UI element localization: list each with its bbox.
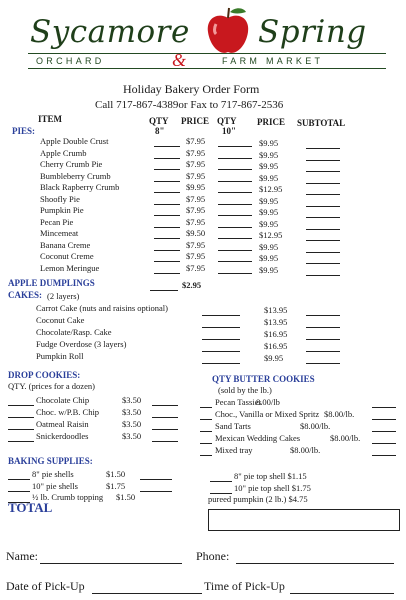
pie-price8: $7.95	[186, 136, 206, 146]
cake-item-name: Fudge Overdose (3 layers)	[36, 339, 127, 349]
pie-qty8-field[interactable]	[154, 227, 180, 228]
pie-item-name: Apple Double Crust	[40, 136, 109, 146]
baking-right-qty-field[interactable]	[210, 481, 232, 482]
cake-item-name: Pumpkin Roll	[36, 351, 84, 361]
butter-price: $8.00/lb.	[290, 445, 321, 455]
butter-subtotal-field[interactable]	[372, 431, 396, 432]
butter-item-name: Choc., Vanilla or Mixed Spritz	[215, 409, 320, 419]
pie-subtotal-field[interactable]	[306, 229, 340, 230]
butter-price: $8.00/lb.	[330, 433, 361, 443]
col-qty10-sub: 10"	[222, 126, 236, 136]
name-field[interactable]	[40, 563, 182, 564]
pie-item-name: Pecan Pie	[40, 216, 74, 227]
cake-price: $9.95	[264, 353, 284, 363]
drop-qty-field[interactable]	[8, 429, 34, 430]
cake-price: $13.95	[264, 317, 288, 327]
drop-qty-field[interactable]	[8, 441, 34, 442]
pie-price10: $12.95	[259, 184, 283, 194]
pie-price10: $9.95	[259, 172, 279, 183]
butter-qty-field[interactable]	[200, 419, 212, 420]
pie-item-name: Black Rapberry Crumb	[40, 182, 120, 192]
baking-right-item: pureed pumpkin (2 lb.) $4.75	[208, 494, 308, 504]
pie-item-name: Cherry Crumb Pie	[40, 159, 103, 169]
pie-qty8-field[interactable]	[154, 273, 180, 274]
pickup-date-label: Date of Pick-Up	[6, 579, 85, 593]
pie-qty8-field[interactable]	[154, 192, 180, 193]
pie-qty8-field[interactable]	[154, 181, 180, 182]
pie-subtotal-field[interactable]	[306, 217, 340, 218]
butter-subtotal-field[interactable]	[372, 407, 396, 408]
cake-qty-field[interactable]	[202, 339, 240, 340]
name-label: Name:	[6, 549, 38, 563]
drop-subtotal-field[interactable]	[152, 417, 178, 418]
col-item: ITEM	[38, 114, 63, 124]
pie-qty8-field[interactable]	[154, 250, 180, 251]
drop-price: $3.50	[122, 419, 142, 429]
drop-subtotal-field[interactable]	[152, 441, 178, 442]
pie-subtotal-field[interactable]	[306, 148, 340, 149]
cake-qty-field[interactable]	[202, 315, 240, 316]
drop-item-name: Chocolate Chip	[36, 395, 90, 405]
col-price10: PRICE	[257, 117, 286, 127]
pickup-time-field[interactable]	[290, 593, 394, 594]
drop-subtotal-field[interactable]	[152, 429, 178, 430]
baking-subtotal-field[interactable]	[140, 479, 172, 480]
baking-item-name: ½ lb. Crumb topping	[32, 492, 104, 502]
baking-item-price: $1.50	[116, 492, 136, 502]
dumplings-qty-line[interactable]	[150, 290, 178, 291]
butter-price: 8.00/lb	[256, 397, 280, 407]
pie-price8: $7.95	[186, 170, 206, 181]
pie-qty10-field[interactable]	[218, 204, 252, 205]
brand-name-left: Sycamore	[30, 14, 190, 50]
pie-price8: $7.95	[186, 262, 206, 273]
section-baking-supplies: BAKING SUPPLIES:	[8, 456, 93, 466]
pie-qty8-field[interactable]	[154, 261, 180, 262]
col-subtotal: SUBTOTAL	[297, 118, 346, 128]
phone-label: Phone:	[196, 549, 230, 563]
pie-price8: $7.95	[186, 193, 206, 204]
drop-item-name: Choc. w/P.B. Chip	[36, 407, 100, 417]
cake-item-name: Coconut Cake	[36, 315, 85, 325]
pie-qty10-field[interactable]	[218, 227, 252, 228]
cake-subtotal-field[interactable]	[306, 363, 340, 364]
butter-item-name: Mixed tray	[215, 445, 253, 455]
col-qty10: QTY	[217, 116, 237, 126]
drop-price: $3.50	[122, 395, 142, 405]
butter-price: $8.00/lb.	[324, 409, 355, 419]
pie-price10: $12.95	[259, 230, 283, 240]
brand-name-right: Spring	[258, 14, 367, 50]
baking-item-name: 8" pie shells	[32, 469, 74, 479]
pie-price10: $9.95	[259, 264, 279, 275]
pie-subtotal-field[interactable]	[306, 160, 340, 161]
cakes-note: (2 layers)	[47, 291, 80, 301]
pickup-time-label: Time of Pick-Up	[204, 579, 285, 593]
pie-price10: $9.95	[259, 241, 279, 252]
total-label: TOTAL	[8, 500, 53, 515]
pie-subtotal-field[interactable]	[306, 183, 340, 184]
form-title: Holiday Bakery Order Form	[123, 82, 260, 96]
brand-tagline-right: FARM MARKET	[222, 56, 324, 66]
pie-item-name: Apple Crumb	[40, 147, 87, 158]
pie-qty10-field[interactable]	[218, 192, 252, 193]
pie-subtotal-field[interactable]	[306, 275, 340, 276]
cake-qty-field[interactable]	[202, 327, 240, 328]
pie-price8: $7.95	[186, 251, 206, 261]
cake-price: $16.95	[264, 329, 288, 339]
pie-subtotal-field[interactable]	[306, 206, 340, 207]
cake-item-name: Carrot Cake (nuts and raisins optional)	[36, 303, 168, 313]
dumplings-price: $2.95	[182, 280, 202, 290]
pie-item-name: Mincemeat	[40, 228, 79, 238]
pie-qty8-field[interactable]	[154, 204, 180, 205]
col-qty8-sub: 8"	[155, 126, 165, 136]
drop-qty-field[interactable]	[8, 417, 34, 418]
drop-price: $3.50	[122, 407, 142, 417]
pie-price8: $7.95	[186, 216, 206, 227]
pie-price8: $7.95	[186, 239, 206, 250]
baking-item-price: $1.75	[106, 480, 126, 491]
pie-price10: $9.95	[259, 253, 279, 263]
pie-item-name: Banana Creme	[40, 239, 91, 250]
phone-field[interactable]	[236, 563, 394, 564]
pie-subtotal-field[interactable]	[306, 252, 340, 253]
pie-qty10-field[interactable]	[218, 250, 252, 251]
pie-item-name: Lemon Meringue	[40, 262, 100, 273]
butter-item-name: Pecan Tassies	[215, 397, 262, 407]
pie-qty10-field[interactable]	[218, 261, 252, 262]
baking-subtotal-field[interactable]	[140, 491, 172, 492]
pie-qty10-field[interactable]	[218, 146, 252, 147]
total-box[interactable]	[208, 509, 400, 531]
pie-qty10-field[interactable]	[218, 169, 252, 170]
cake-price: $13.95	[264, 305, 288, 315]
pie-item-name: Coconut Creme	[40, 251, 94, 261]
cake-subtotal-field[interactable]	[306, 351, 340, 352]
pie-qty10-field[interactable]	[218, 238, 252, 239]
cake-item-name: Chocolate/Rasp. Cake	[36, 327, 112, 337]
butter-price: $8.00/lb.	[300, 421, 331, 431]
pie-item-name: Shoofly Pie	[40, 193, 80, 204]
butter-subtotal-field[interactable]	[372, 455, 396, 456]
pie-price10: $9.95	[259, 138, 279, 148]
butter-qty-field[interactable]	[200, 455, 212, 456]
cake-subtotal-field[interactable]	[306, 339, 340, 340]
butter-qty-field[interactable]	[200, 431, 212, 432]
pie-qty8-field[interactable]	[154, 238, 180, 239]
drop-item-name: Snickerdoodles	[36, 431, 89, 441]
drop-price: $3.50	[122, 431, 142, 441]
baking-qty-field[interactable]	[8, 479, 30, 480]
pie-qty10-field[interactable]	[218, 158, 252, 159]
drop-cookies-sub: QTY. (prices for a dozen)	[8, 381, 95, 391]
logo-rule-bottom	[28, 68, 386, 69]
form-phone-line: Call 717-867-4389or Fax to 717-867-2536	[95, 99, 284, 111]
pie-subtotal-field[interactable]	[306, 171, 340, 172]
pie-price10: $9.95	[259, 149, 279, 160]
butter-qty-field[interactable]	[200, 443, 212, 444]
col-qty8: QTY	[149, 116, 169, 126]
section-pies: PIES:	[12, 126, 36, 136]
butter-qty-field[interactable]	[200, 407, 212, 408]
drop-item-name: Oatmeal Raisin	[36, 419, 89, 429]
section-butter-cookies: QTY BUTTER COOKIES	[212, 374, 315, 384]
baking-right-item: 10" pie top shell $1.75	[234, 482, 311, 493]
drop-qty-field[interactable]	[8, 405, 34, 406]
brand-ampersand: &	[172, 50, 187, 70]
drop-subtotal-field[interactable]	[152, 405, 178, 406]
cake-qty-field[interactable]	[202, 351, 240, 352]
cake-price: $16.95	[264, 341, 288, 351]
pie-price8: $7.95	[186, 205, 206, 215]
pie-qty10-field[interactable]	[218, 215, 252, 216]
section-dumplings: APPLE DUMPLINGS	[8, 278, 95, 288]
section-drop-cookies: DROP COOKIES:	[8, 370, 81, 380]
pie-item-name: Pumpkin Pie	[40, 205, 84, 215]
cake-subtotal-field[interactable]	[306, 327, 340, 328]
baking-item-price: $1.50	[106, 469, 126, 479]
cake-qty-field[interactable]	[202, 363, 240, 364]
pie-qty10-field[interactable]	[218, 181, 252, 182]
section-cakes: CAKES:	[8, 290, 43, 300]
butter-item-name: Sand Tarts	[215, 421, 251, 431]
pickup-date-field[interactable]	[92, 593, 202, 594]
pie-subtotal-field[interactable]	[306, 240, 340, 241]
butter-subtotal-field[interactable]	[372, 443, 396, 444]
pie-qty8-field[interactable]	[154, 158, 180, 159]
pie-price10: $9.95	[259, 195, 279, 206]
pie-price10: $9.95	[259, 207, 279, 217]
butter-item-name: Mexican Wedding Cakes	[215, 433, 301, 443]
pie-subtotal-field[interactable]	[306, 194, 340, 195]
pie-qty8-field[interactable]	[154, 169, 180, 170]
baking-item-name: 10" pie shells	[32, 480, 78, 491]
pie-price8: $9.50	[186, 228, 206, 238]
brand-tagline-left: ORCHARD	[36, 56, 105, 66]
butter-subtotal-field[interactable]	[372, 419, 396, 420]
butter-cookies-sub: (sold by the lb.)	[218, 385, 272, 395]
pie-qty10-field[interactable]	[218, 273, 252, 274]
pie-qty8-field[interactable]	[154, 146, 180, 147]
baking-qty-field[interactable]	[8, 491, 30, 492]
pie-subtotal-field[interactable]	[306, 263, 340, 264]
pie-price10: $9.95	[259, 161, 279, 171]
baking-right-item: 8" pie top shell $1.15	[234, 471, 307, 481]
pie-price10: $9.95	[259, 218, 279, 229]
pie-item-name: Bumbleberry Crumb	[40, 170, 111, 181]
pie-price8: $9.95	[186, 182, 206, 192]
col-price: PRICE	[181, 116, 210, 126]
pie-price8: $7.95	[186, 159, 206, 169]
pie-price8: $7.95	[186, 147, 206, 158]
cake-subtotal-field[interactable]	[306, 315, 340, 316]
pie-qty8-field[interactable]	[154, 215, 180, 216]
apple-logo-icon	[200, 4, 256, 60]
logo-rule	[28, 53, 386, 54]
